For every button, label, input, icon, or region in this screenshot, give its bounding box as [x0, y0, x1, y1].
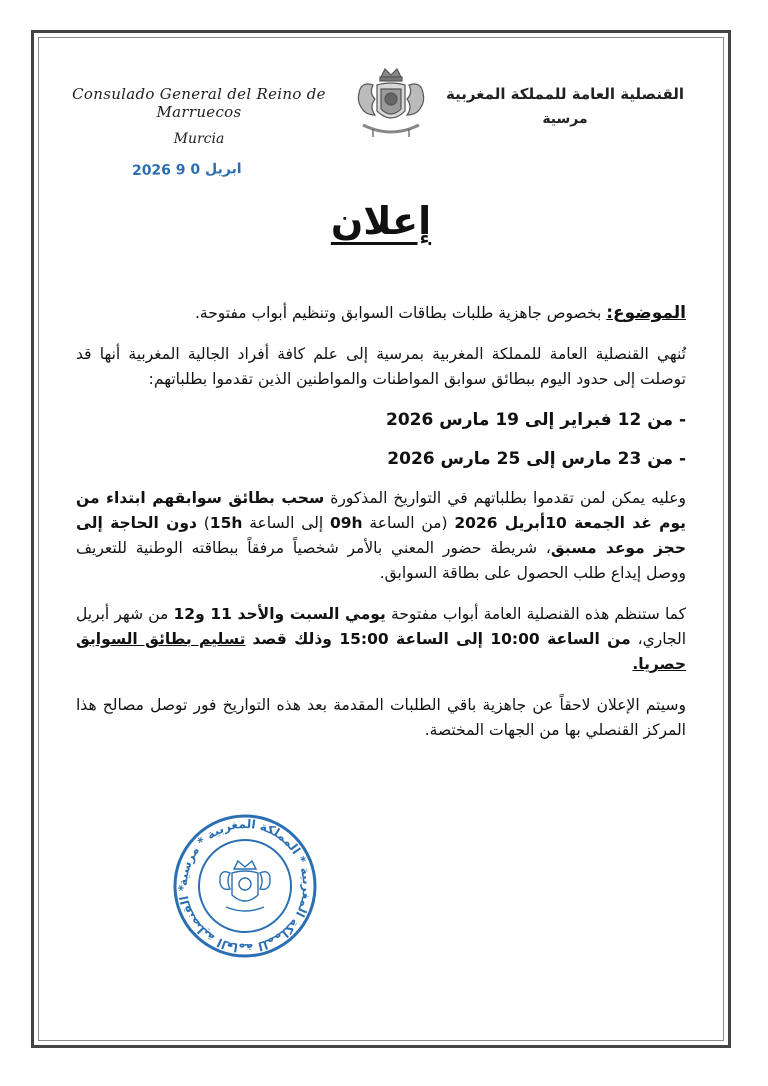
bold-run: دون الحاجة إلى حجز موعد مسبق: [76, 514, 686, 557]
announcement-body: [76, 301, 686, 759]
consulate-name-spanish: Consulado General del Reino de Marruecos: [72, 85, 326, 121]
bold-run: 09h: [329, 514, 363, 532]
bold-run: يومي السبت والأحد 11 و12: [173, 605, 386, 623]
consulate-name-arabic: القنصلية العامة للمملكة المغربية: [445, 85, 685, 103]
city-name-arabic: مرسية: [542, 111, 588, 127]
date-stamp: 2026 ابريل 0 9: [131, 161, 242, 179]
text-run: إلى الساعة: [242, 514, 330, 532]
document-page: [31, 30, 731, 1048]
bold-run: من الساعة 10:00 إلى الساعة 15:00 وذلك قصد: [252, 630, 631, 648]
svg-text:القنصلية العامة للمملكة المغرب: [176, 817, 314, 955]
coat-of-arms-icon: [347, 63, 435, 151]
date-range-2: - من 23 مارس إلى 25 مارس 2026: [387, 449, 686, 469]
city-name-spanish: Murcia: [173, 131, 225, 147]
intro-paragraph: تُنهي القنصلية العامة للمملكة المغربية بمرسية إلى علم كافة أفراد الجالية المغربية أنها قد توصلت إلى حدود اليوم ببطائق سوابق المواطنات والمواطنين الذين تقدموا بطلباتهم:: [76, 345, 686, 388]
open-days-paragraph: [76, 602, 686, 677]
bold-run: سحب بطائق سوابقهم ابتداء من يوم غد الجمعة 10أبريل 2026: [76, 489, 686, 532]
closing-paragraph: وسيتم الإعلان لاحقاً عن جاهزية باقي الطلبات المقدمة بعد هذه التواريخ فور توصل مصالح هذا المركز القنصلي بها من الجهات المختصة.: [76, 696, 686, 739]
subject-text: بخصوص جاهزية طلبات بطاقات السوابق وتنظيم أبواب مفتوحة.: [194, 304, 607, 322]
text-run: ): [196, 514, 210, 532]
header-arabic: [440, 85, 690, 127]
subject-label: الموضوع:: [606, 303, 686, 323]
date-range-1: - من 12 فبراير إلى 19 مارس 2026: [386, 410, 686, 430]
text-run: كما ستنظم هذه القنصلية العامة أبواب مفتوحة: [385, 605, 687, 623]
bold-underline-run: تسليم بطائق السوابق حصريا.: [76, 630, 686, 673]
collection-paragraph: [76, 486, 686, 586]
text-run: من شهر أبريل الجاري،: [76, 605, 687, 648]
text-run: (من الساعة: [362, 514, 455, 532]
text-run: ، شريطة حضور المعني بالأمر شخصياً مرفقاً ببطاقته الوطنية للتعريف ووصل إيداع طلب الحصول على بطاقة السوابق.: [76, 539, 686, 582]
subject-line: [76, 301, 686, 326]
consulate-seal-icon: [170, 811, 320, 961]
bold-run: 15h: [209, 514, 243, 532]
text-run: وعليه يمكن لمن تقدموا بطلباتهم في التواريخ المذكورة: [324, 489, 686, 507]
seal-text: القنصلية العامة للمملكة المغربية * المملكة المغربية * مرسية *: [175, 816, 315, 956]
header-spanish: [64, 85, 334, 147]
page-title: إعلان: [330, 199, 432, 243]
